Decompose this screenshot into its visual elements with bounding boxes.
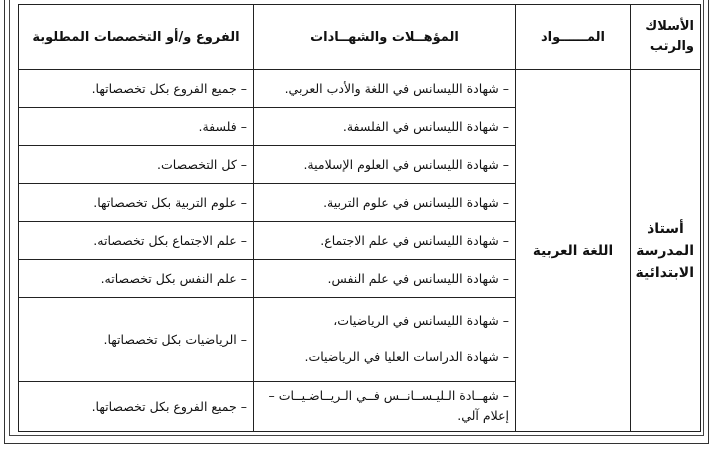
table-row: [19, 70, 701, 108]
qualification-cell: – شهادة الليسانس في علم الاجتماع.: [254, 222, 516, 260]
header-subjects: المــــــواد: [516, 5, 631, 70]
qualifications-table: [18, 4, 701, 432]
header-branches: الفروع و/أو التخصصات المطلوبة: [19, 5, 254, 70]
branch-cell: – جميع الفروع بكل تخصصاتها.: [19, 381, 254, 431]
header-ranks-line1: الأسلاك: [645, 19, 694, 34]
rank-line2: المدرسة: [636, 242, 694, 259]
rank-line1: أستاذ: [647, 220, 684, 237]
qualification-cell: – شهادة الليسانس في الفلسفة.: [254, 108, 516, 146]
qualification-cell: – شهادة الليسانس في اللغة والأدب العربي.: [254, 70, 516, 108]
branch-cell: – علم النفس بكل تخصصاته.: [19, 260, 254, 298]
header-qualifications: المؤهــلات والشهــادات: [254, 5, 516, 70]
table-header-row: [19, 5, 701, 70]
header-ranks-line2: والرتب: [649, 39, 694, 54]
branch-cell: – فلسفة.: [19, 108, 254, 146]
qualification-line: – شهــادة الـليـســانــس فــي الـريــاضـيــات –: [268, 388, 509, 404]
branch-cell: – علم الاجتماع بكل تخصصاته.: [19, 222, 254, 260]
branch-cell: – جميع الفروع بكل تخصصاتها.: [19, 70, 254, 108]
qualification-cell: [254, 381, 516, 431]
qualification-cell: – شهادة الليسانس في علم النفس.: [254, 260, 516, 298]
branch-cell: – علوم التربية بكل تخصصاتها.: [19, 184, 254, 222]
qualification-cell: – شهادة الليسانس في العلوم الإسلامية.: [254, 146, 516, 184]
rank-cell: [631, 70, 701, 432]
header-ranks: [631, 5, 701, 70]
branch-cell: – الرياضيات بكل تخصصاتها.: [19, 298, 254, 381]
qualification-line: – شهادة الليسانس في الرياضيات،: [333, 313, 509, 329]
qualification-cell: – شهادة الليسانس في علوم التربية.: [254, 184, 516, 222]
qualification-line: – شهادة الدراسات العليا في الرياضيات.: [304, 349, 509, 365]
qualification-cell: [254, 298, 516, 381]
qualification-line: إعلام آلي.: [457, 408, 509, 424]
branch-cell: – كل التخصصات.: [19, 146, 254, 184]
rank-line3: الابتدائية: [635, 264, 694, 281]
subject-cell: اللغة العربية: [516, 70, 631, 432]
